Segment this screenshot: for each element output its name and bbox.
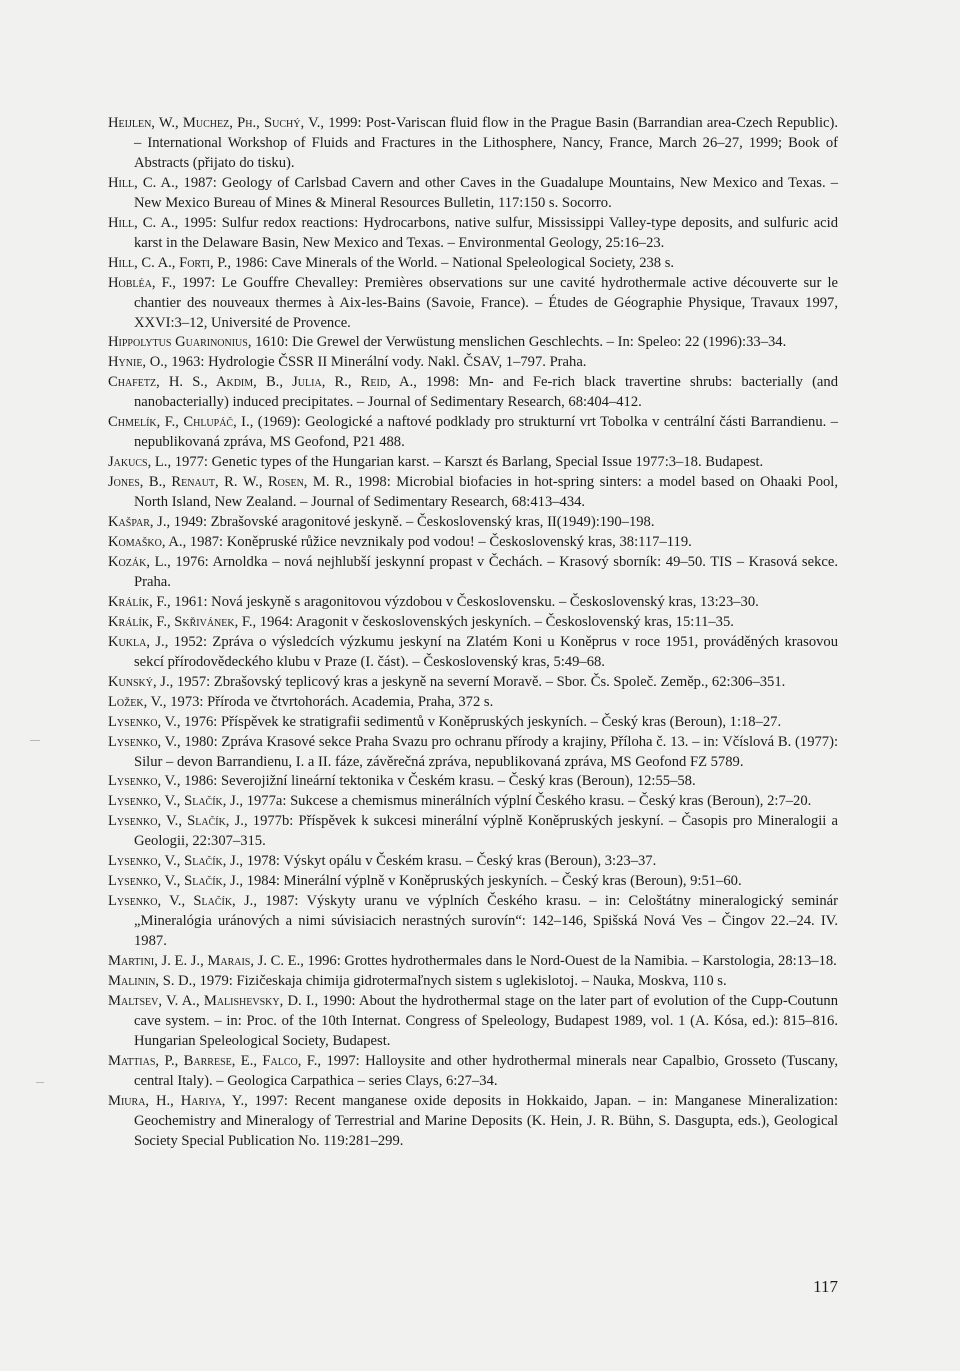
reference-entry xyxy=(108,353,838,373)
reference-entry xyxy=(108,174,838,214)
reference-text: , 1978: Výskyt opálu v Českém krasu. – Český kras (Beroun), 3:23–37. xyxy=(239,853,657,870)
reference-entry xyxy=(108,892,838,952)
reference-authors: Králík, F., Skřivánek, F. xyxy=(108,613,253,630)
reference-authors: Lysenko, V. xyxy=(108,713,177,730)
reference-authors: Hynie, O. xyxy=(108,354,164,371)
reference-authors: Kunský, J. xyxy=(108,673,170,690)
reference-text: , 1949: Zbrašovské aragonitové jeskyně. – Československý kras, II(1949):190–198. xyxy=(166,514,655,531)
reference-authors: Hill, C. A., Forti, P. xyxy=(108,254,228,271)
reference-authors: Lysenko, V., Slačík, J. xyxy=(108,793,240,810)
reference-authors: Kozák, L. xyxy=(108,553,168,570)
reference-authors: Kašpar, J. xyxy=(108,514,167,531)
reference-text: , 1986: Severojižní lineární tektonika v Českém krasu. – Český kras (Beroun), 12:55–58. xyxy=(176,773,696,790)
reference-authors: Mattias, P., Barrese, E., Falco, F. xyxy=(108,1052,318,1069)
reference-entry xyxy=(108,693,838,713)
reference-text: , 1977: Genetic types of the Hungarian karst. – Karszt és Barlang, Special Issue 1977:3–18. Budapest. xyxy=(167,454,764,471)
reference-authors: Lysenko, V., Slačík, J. xyxy=(108,873,240,890)
reference-entry xyxy=(108,453,838,473)
reference-text: , 1986: Cave Minerals of the World. – National Speleological Society, 238 s. xyxy=(227,254,675,271)
reference-entry xyxy=(108,633,838,673)
reference-entry xyxy=(108,274,838,334)
reference-text: , 1963: Hydrologie ČSSR II Minerální vody. Nakl. ČSAV, 1–797. Praha. xyxy=(163,354,587,371)
reference-authors: Lysenko, V., Slačík, J. xyxy=(108,893,254,910)
reference-text: , 1990: About the hydrothermal stage on the later part of evolution of the Cupp-Coutunn cave system. – in: Proc. of the 10th Internat. Congress of Speleology, Budapest 1989, vol. 1 (A. Kósa, ed.): 815–816. Hungarian Speleological Society, Budapest. xyxy=(134,992,838,1049)
reference-authors: Lysenko, V., Slačík, J. xyxy=(108,853,240,870)
reference-text: , 1976: Příspěvek ke stratigrafii sedimentů v Koněpruských jeskyních. – Český kras (Beroun), 1:18–27. xyxy=(176,713,782,730)
reference-entry xyxy=(108,114,838,174)
reference-text: , 1999: Post-Variscan fluid flow in the Prague Basin (Barrandian area-Czech Republic). – International Workshop of Fluids and Fractures in the Lithosphere, Nancy, France, March 26–27, 1999; Book of Abstracts (přijato do tisku). xyxy=(134,115,838,171)
reference-entry xyxy=(108,333,838,353)
reference-entry xyxy=(108,373,838,413)
reference-authors: Maltsev, V. A., Malishevsky, D. I. xyxy=(108,992,315,1009)
reference-authors: Ložek, V. xyxy=(108,693,163,710)
reference-text: , 1961: Nová jeskyně s aragonitovou výzdobou v Československu. – Československý kras, 13:23–30. xyxy=(166,593,759,610)
reference-entry xyxy=(108,772,838,792)
reference-authors: Hill, C. A. xyxy=(108,214,175,231)
reference-entry xyxy=(108,413,838,453)
reference-authors: Lysenko, V. xyxy=(108,733,177,750)
reference-authors: Hippolytus Guarinonius xyxy=(108,334,248,351)
reference-text: , 1984: Minerální výplně v Koněpruských jeskyních. – Český kras (Beroun), 9:51–60. xyxy=(239,873,742,890)
reference-authors: Lysenko, V., Slačík, J. xyxy=(108,813,244,830)
reference-text: , 1964: Aragonit v československých jeskyních. – Československý kras, 15:11–35. xyxy=(252,613,734,630)
reference-authors: Chmelík, F., Chlupáč, I. xyxy=(108,414,250,431)
page-number: 117 xyxy=(813,1277,838,1296)
reference-text: , 1979: Fizičeskaja chimija gidrotermaľnych sistem s uglekislotoj. – Nauka, Moskva, 110 s. xyxy=(192,972,727,989)
reference-entry xyxy=(108,473,838,513)
reference-text: , 1997: Halloysite and other hydrothermal minerals near Capalbio, Grosseto (Tuscany, central Italy). – Geologica Carpathica – series Clays, 6:27–34. xyxy=(134,1052,839,1089)
reference-text: , 1995: Sulfur redox reactions: Hydrocarbons, native sulfur, Mississippi Valley-type deposits, and sulfuric acid karst in the Delaware Basin, New Mexico and Texas. – Environmental Geology, 25:16–23. xyxy=(134,214,838,251)
reference-text: , 1610: Die Grewel der Verwüstung menslichen Geschlechts. – In: Speleo: 22 (1996):33–34. xyxy=(247,334,787,351)
reference-entry xyxy=(108,992,838,1052)
reference-authors: Jones, B., Renaut, R. W., Rosen, M. R. xyxy=(108,474,349,491)
reference-text: , 1997: Le Gouffre Chevalley: Premières observations sur une cavité hydrothermale active découverte sur le chantier des nouveaux thermes à Aix-les-Bains (Savoie, France). – Études de Géographie Physique, Travaux 1997, XXVI:3–12, Université de Provence. xyxy=(134,274,838,331)
reference-entry xyxy=(108,214,838,254)
reference-entry xyxy=(108,1092,838,1152)
reference-entry xyxy=(108,1052,838,1092)
reference-text: , 1987: Geology of Carlsbad Cavern and other Caves in the Guadalupe Mountains, New Mexico and Texas. – New Mexico Bureau of Mines & Mineral Resources Bulletin, 117:150 s. Socorro. xyxy=(134,174,839,211)
reference-authors: Chafetz, H. S., Akdim, B., Julia, R., Reid, A. xyxy=(108,374,414,391)
reference-text: , 1977a: Sukcese a chemismus minerálních výplní Českého krasu. – Český kras (Beroun), 2:7–20. xyxy=(239,793,812,810)
reference-entry xyxy=(108,972,838,992)
reference-entry xyxy=(108,792,838,812)
scan-mark xyxy=(36,1082,44,1083)
scan-mark xyxy=(30,740,40,741)
reference-text: , 1996: Grottes hydrothermales dans le Nord-Ouest de la Namibia. – Karstologia, 28:13–18. xyxy=(300,953,837,970)
reference-authors: Heijlen, W., Muchez, Ph., Suchý, V. xyxy=(108,115,321,131)
reference-authors: Jakucs, L. xyxy=(108,454,168,471)
reference-text: , 1980: Zpráva Krasové sekce Praha Svazu pro ochranu přírody a krajiny, Příloha č. 13. – in: Včíslová B. (1977): Silur – devon Barrandienu, I. a II. fáze, závěrečná zpráva, nepublikovaná zpráva, MS Geofond FZ 5789. xyxy=(134,733,839,770)
reference-authors: Hill, C. A. xyxy=(108,174,175,191)
reference-text: , 1977b: Příspěvek k sukcesi minerální výplně Koněpruských jeskyní. – Časopis pro Mineralogii a Geologii, 22:307–315. xyxy=(134,813,838,850)
reference-authors: Králík, F. xyxy=(108,593,167,610)
reference-entry xyxy=(108,812,838,852)
reference-entry xyxy=(108,952,838,972)
reference-entry xyxy=(108,713,838,733)
reference-text: , 1952: Zpráva o výsledcích výzkumu jeskyní na Zlatém Koni u Koněprus v roce 1951, prováděných krasovou sekcí přírodovědeckého klubu v Praze (I. část). – Československý kras, 5:49–68. xyxy=(134,633,839,670)
reference-text: , 1957: Zbrašovský teplicový kras a jeskyně na severní Moravě. – Sbor. Čs. Společ. Zeměp., 62:306–351. xyxy=(169,673,786,690)
reference-authors: Kukla, J. xyxy=(108,633,165,650)
reference-entry xyxy=(108,533,838,553)
reference-text: , 1998: Mn- and Fe-rich black travertine shrubs: bacterially (and nanobacterially) induced precipitates. – Journal of Sedimentary Research, 68:404–412. xyxy=(134,374,839,411)
reference-entry xyxy=(108,254,838,274)
reference-authors: Miura, H., Hariya, Y. xyxy=(108,1092,245,1109)
reference-authors: Komaško, A. xyxy=(108,534,183,551)
reference-text: , 1987: Koněpruské růžice nevznikaly pod vodou! – Československý kras, 38:117–119. xyxy=(182,534,692,551)
reference-text: , 1976: Arnoldka – nová nejhlubší jeskynní propast v Čechách. – Krasový sborník: 49–50. TIS – Krasová sekce. Praha. xyxy=(134,553,838,590)
reference-text: , 1998: Microbial biofacies in hot-spring sinters: a model based on Ohaaki Pool, North Island, New Zealand. – Journal of Sedimentary Research, 68:413–434. xyxy=(134,474,838,511)
reference-text: , 1987: Výskyty uranu ve výplních Českého krasu. – in: Celoštátny mineralogický seminár „Mineralógia uránových a nimi súvisiacich nerastných surovín“: 142–146, Spišská Nová Ves – Čingov 22.–24. IV. 1987. xyxy=(134,893,838,950)
reference-entry xyxy=(108,613,838,633)
reference-entry xyxy=(108,852,838,872)
reference-text: , 1973: Příroda ve čtvrtohorách. Academia, Praha, 372 s. xyxy=(162,693,494,710)
reference-authors: Hobléa, F. xyxy=(108,274,173,291)
reference-authors: Malinin, S. D. xyxy=(108,972,193,989)
reference-entry xyxy=(108,872,838,892)
reference-text: , 1997: Recent manganese oxide deposits in Hokkaido, Japan. – in: Manganese Mineralization: Geochemistry and Mineralogy of Terrestrial and Marine Deposits (K. Hein, J. R. Bühn, S. Dasgupta, eds.), Geological Society Special Publication No. 119:281–299. xyxy=(134,1092,838,1149)
reference-entry xyxy=(108,733,838,773)
reference-text: , (1969): Geologické a naftové podklady pro strukturní vrt Tobolka v centrální části Barrandienu. – nepublikovaná zpráva, MS Geofond, P21 488. xyxy=(134,414,838,451)
reference-authors: Martini, J. E. J., Marais, J. C. E. xyxy=(108,953,301,970)
reference-entry xyxy=(108,513,838,533)
reference-entry xyxy=(108,673,838,693)
reference-list xyxy=(108,114,838,1152)
reference-authors: Lysenko, V. xyxy=(108,773,177,790)
reference-entry xyxy=(108,593,838,613)
reference-entry xyxy=(108,553,838,593)
